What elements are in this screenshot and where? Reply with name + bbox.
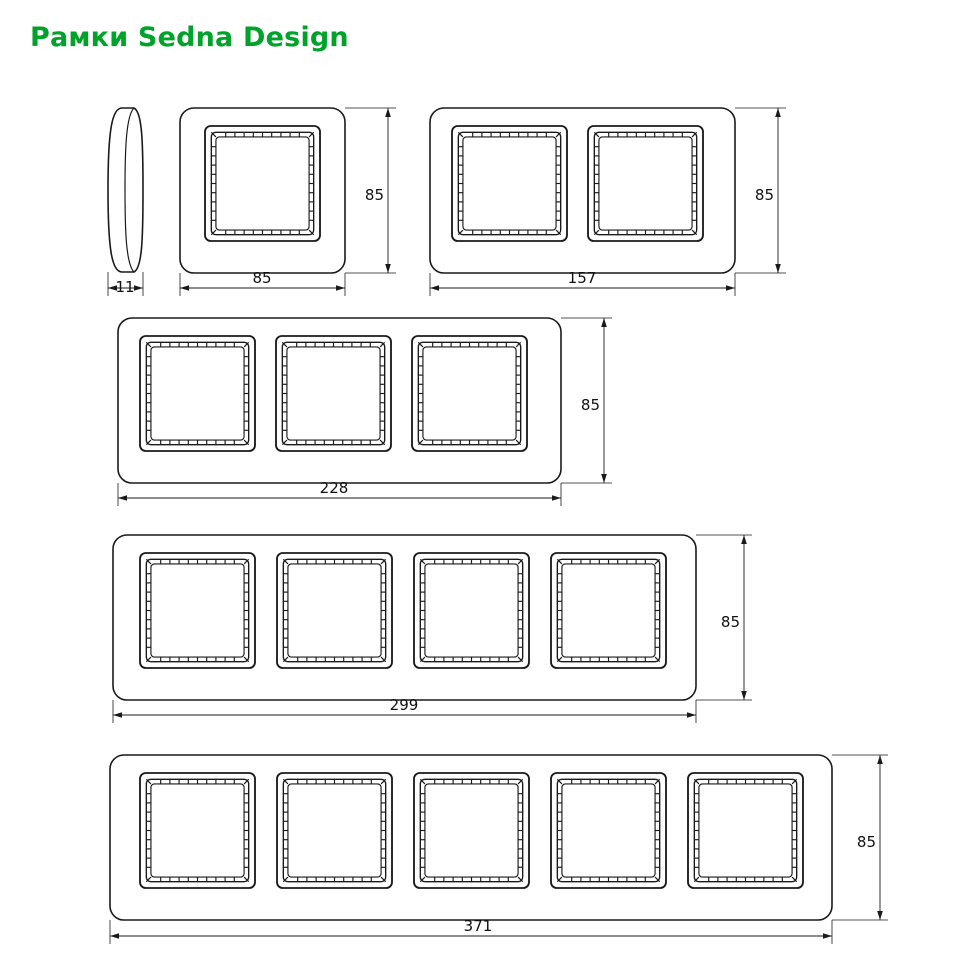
dim-frame3-height: 85	[580, 396, 600, 414]
dim-frame4-height: 85	[720, 613, 740, 631]
dim-frame3-width: 228	[319, 479, 349, 497]
dim-frame1-height: 85	[364, 186, 384, 204]
dim-frame2-height: 85	[754, 186, 774, 204]
dim-frame2-width: 157	[567, 269, 597, 287]
dim-side-thickness: 11	[115, 278, 135, 296]
frame-2-post	[430, 108, 786, 296]
frame-3-post	[118, 318, 612, 506]
dim-frame4-width: 299	[389, 696, 419, 714]
dim-frame1-width: 85	[252, 269, 272, 287]
frame-1-post	[180, 108, 396, 296]
dim-frame5-width: 371	[463, 917, 493, 935]
dim-frame5-height: 85	[856, 833, 876, 851]
frame-4-post	[113, 535, 752, 723]
side-profile-view	[108, 108, 143, 296]
frame-5-post	[110, 755, 888, 944]
page-title: Рамки Sedna Design	[30, 22, 349, 53]
